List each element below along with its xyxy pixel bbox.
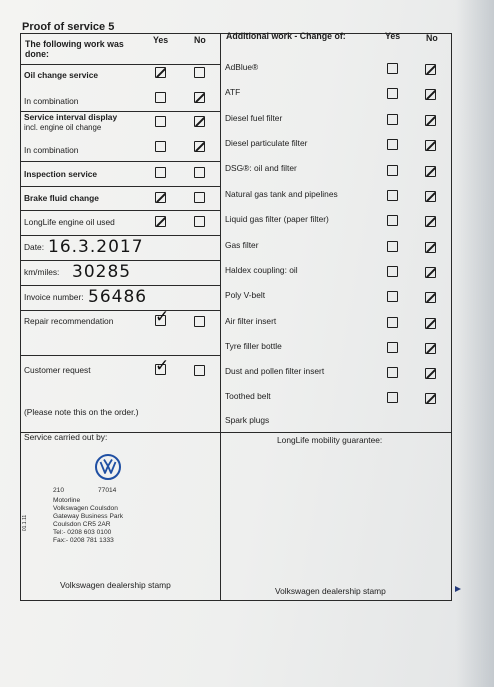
page-shadow [456,0,494,687]
checkbox-yes[interactable] [387,215,398,226]
checkbox-no-checked[interactable] [194,92,205,103]
repair-recommendation-label: Repair recommendation [24,316,114,326]
left-row-label: Inspection service [24,169,98,179]
checkbox-yes[interactable] [155,167,166,178]
checkbox-yes[interactable] [387,291,398,302]
right-item-label: AdBlue® [225,62,259,72]
checkbox-yes[interactable] [155,92,166,103]
checkbox-yes[interactable] [387,190,398,201]
checkbox-yes[interactable] [155,116,166,127]
right-item-label: Gas filter [225,240,259,250]
checkbox-yes[interactable] [387,317,398,328]
row-divider [20,186,221,187]
km-value[interactable]: 30285 [72,262,132,282]
stamp-line: Motorline [53,497,81,504]
checkbox-yes[interactable] [155,141,166,152]
row-divider [20,210,221,211]
page-title: Proof of service 5 [22,21,115,33]
checkbox-yes-checked[interactable] [155,216,166,227]
checkbox-yes[interactable] [387,392,398,403]
right-item-label: Air filter insert [225,316,277,326]
checkbox-yes[interactable] [387,114,398,125]
invoice-value[interactable]: 56486 [88,287,148,307]
order-note: (Please note this on the order.) [24,407,139,417]
checkbox-no-checked[interactable] [194,116,205,127]
checkbox-no-checked[interactable] [425,393,436,404]
checkbox-no-checked[interactable] [425,368,436,379]
checkbox-no-checked[interactable] [425,318,436,329]
row-divider [20,161,221,162]
right-item-label: Toothed belt [225,391,271,401]
checkbox-yes[interactable] [387,266,398,277]
right-item-label: Liquid gas filter (paper filter) [225,214,329,224]
right-item-label: Haldex coupling: oil [225,265,298,275]
tick-mark: ✓ [155,356,170,376]
left-row-label: Service interval display [24,112,118,122]
checkbox-yes[interactable] [387,241,398,252]
checkbox-no-checked[interactable] [425,292,436,303]
stamp-code: 210 [53,487,65,494]
stamp-line: Tel:- 0208 603 0100 [53,529,112,536]
checkbox-no[interactable] [194,216,205,227]
checkbox-no[interactable] [194,67,205,78]
volkswagen-logo-icon [95,454,121,480]
tick-mark: ✓ [155,307,170,327]
row-divider [20,310,221,311]
stamp-line: Fax:- 0208 781 1333 [53,537,114,544]
row-divider [20,235,221,236]
row-divider [20,260,221,261]
checkbox-yes[interactable] [387,139,398,150]
right-item-label: Spark plugs [225,415,270,425]
mobility-guarantee-label: LongLife mobility guarantee: [277,435,383,445]
checkbox-no-checked[interactable] [425,343,436,354]
next-page-arrow-icon [455,586,461,592]
right-no-header: No [426,33,438,43]
right-item-label: Diesel fuel filter [225,113,283,123]
checkbox-yes-checked[interactable] [155,67,166,78]
left-row-label: Brake fluid change [24,193,99,203]
km-label: km/miles: [24,267,60,277]
left-row-label: In combination [24,96,79,106]
left-header: The following work was done: [25,39,124,60]
row-divider [20,285,221,286]
checkbox-no-checked[interactable] [425,64,436,75]
left-header-divider [20,64,221,65]
stamp-side-code: 01.1.11 [22,514,29,532]
right-yes-header: Yes [385,31,401,41]
stamp-line: Volkswagen Coulsdon [53,505,118,512]
checkbox-no-checked[interactable] [425,216,436,227]
checkbox-yes[interactable] [387,165,398,176]
stamp-line: Coulsdon CR5 2AR [53,521,111,528]
left-row-label: LongLife engine oil used [24,217,115,227]
left-row-label: In combination [24,145,79,155]
right-item-label: Poly V-belt [225,290,266,300]
left-row-label: Oil change service [24,70,99,80]
checkbox-no[interactable] [194,316,205,327]
checkbox-yes[interactable] [387,88,398,99]
checkbox-yes[interactable] [387,63,398,74]
checkbox-no[interactable] [194,192,205,203]
left-stamp-caption: Volkswagen dealership stamp [60,580,171,590]
invoice-label: Invoice number: [24,292,84,302]
right-item-label: Diesel particulate filter [225,138,308,148]
date-label: Date: [24,242,45,252]
center-divider [220,33,221,601]
right-item-label: Dust and pollen filter insert [225,366,325,376]
checkbox-no-checked[interactable] [425,242,436,253]
checkbox-no-checked[interactable] [425,166,436,177]
checkbox-no-checked[interactable] [425,140,436,151]
right-header: Additional work - Change of: [226,31,346,41]
checkbox-no-checked[interactable] [425,115,436,126]
customer-request-label: Customer request [24,365,91,375]
right-item-label: ATF [225,87,241,97]
date-value[interactable]: 16.3.2017 [48,237,144,257]
stamp-code: 77014 [98,487,117,494]
checkbox-no-checked[interactable] [194,141,205,152]
stamp-line: Gateway Business Park [53,513,123,520]
left-row-sublabel: incl. engine oil change [24,123,102,132]
checkbox-yes[interactable] [387,342,398,353]
checkbox-no[interactable] [194,365,205,376]
right-item-label: Natural gas tank and pipelines [225,189,338,199]
checkbox-yes-checked[interactable] [155,192,166,203]
checkbox-no-checked[interactable] [425,267,436,278]
right-stamp-caption: Volkswagen dealership stamp [275,586,386,596]
right-item-label: DSG®: oil and filter [225,163,297,173]
left-no-header: No [194,35,206,45]
checkbox-no-checked[interactable] [425,191,436,202]
service-carried-out-label: Service carried out by: [24,432,108,442]
row-divider [20,355,221,356]
checkbox-no[interactable] [194,167,205,178]
checkbox-yes[interactable] [387,367,398,378]
checkbox-no-checked[interactable] [425,89,436,100]
left-yes-header: Yes [153,35,169,45]
right-item-label: Tyre filler bottle [225,341,282,351]
